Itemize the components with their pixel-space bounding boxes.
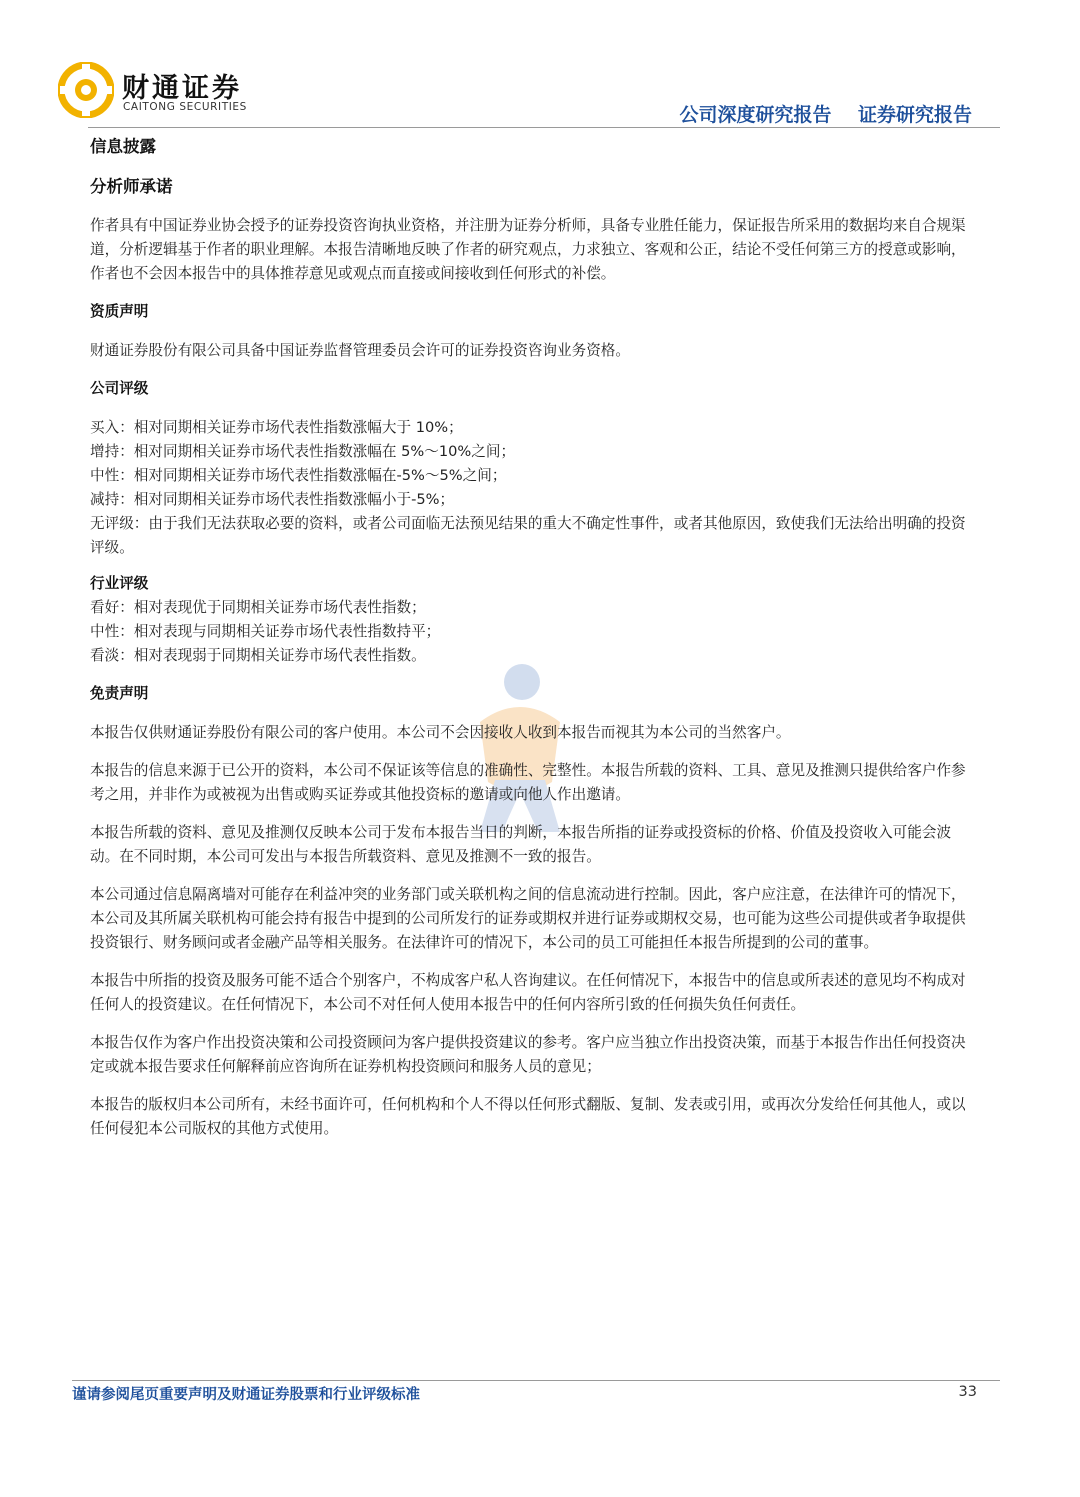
company-rating-title: 公司评级 <box>90 380 149 397</box>
page-header <box>0 0 1080 130</box>
report-type-title: 公司深度研究报告 证券研究报告 <box>679 104 972 126</box>
analyst-commitment-text: 作者具有中国证券业协会授予的证券投资咨询执业资格，并注册为证券分析师，具备专业胜任能力，保证报告所采用的数据均来自合规渠道，分析逻辑基于作者的职业理解。本报告清晰地反映了作者的研究观点，力求独立、客观和公正，结论不受任何第三方的授意或影响，作者也不会因本报告中的具体推荐意见或观点而直接或间接收到任何形式的补偿。 <box>90 217 966 282</box>
qualification-title: 资质声明 <box>90 303 149 320</box>
industry-rating-positive: 看好：相对表现优于同期相关证券市场代表性指数； <box>90 599 426 616</box>
page-number: 33 <box>958 1384 977 1400</box>
rating-item-overweight: 增持：相对同期相关证券市场代表性指数涨幅在 5%～10%之间； <box>90 443 516 460</box>
analyst-commitment-title: 分析师承诺 <box>90 177 173 196</box>
disclaimer-paragraph: 本报告的版权归本公司所有，未经书面许可，任何机构和个人不得以任何形式翻版、复制、发表或引用，或再次分发给任何其他人，或以任何侵犯本公司版权的其他方式使用。 <box>90 1096 966 1137</box>
caitong-logo-icon <box>58 62 114 118</box>
logo-english-name: CAITONG SECURITIES <box>123 101 247 113</box>
rating-item-underweight: 减持：相对同期相关证券市场代表性指数涨幅小于-5%； <box>90 491 455 508</box>
disclaimer-paragraph: 本报告的信息来源于已公开的资料，本公司不保证该等信息的准确性、完整性。本报告所载的资料、工具、意见及推测只提供给客户作参考之用，并非作为或被视为出售或购买证券或其他投资标的邀请或向他人作出邀请。 <box>90 762 966 803</box>
company-rating-list <box>90 416 974 560</box>
disclosure-content <box>90 133 974 1141</box>
disclaimer-paragraph: 本报告仅作为客户作出投资决策和公司投资顾问为客户提供投资建议的参考。客户应当独立作出投资决策，而基于本报告作出任何投资决定或就本报告要求任何解释前应咨询所在证券机构投资顾问和服务人员的意见； <box>90 1034 966 1075</box>
rating-item-unrated: 无评级：由于我们无法获取必要的资料，或者公司面临无法预见结果的重大不确定性事件，或者其他原因，致使我们无法给出明确的投资评级。 <box>90 515 966 556</box>
industry-rating-negative: 看淡：相对表现弱于同期相关证券市场代表性指数。 <box>90 647 426 664</box>
industry-rating-neutral: 中性：相对表现与同期相关证券市场代表性指数持平； <box>90 623 441 640</box>
industry-rating-title: 行业评级 <box>90 575 149 592</box>
disclaimer-paragraph: 本报告仅供财通证券股份有限公司的客户使用。本公司不会因接收人收到本报告而视其为本公司的当然客户。 <box>90 724 791 741</box>
qualification-text: 财通证券股份有限公司具备中国证券监督管理委员会许可的证券投资咨询业务资格。 <box>90 342 630 359</box>
rating-item-neutral: 中性：相对同期相关证券市场代表性指数涨幅在-5%～5%之间； <box>90 467 507 484</box>
disclaimer-paragraph: 本报告中所指的投资及服务可能不适合个别客户，不构成客户私人咨询建议。在任何情况下，本报告中的信息或所表述的意见均不构成对任何人的投资建议。在任何情况下，本公司不对任何人使用本报告中的任何内容所引致的任何损失负任何责任。 <box>90 972 966 1013</box>
disclaimer-paragraph: 本公司通过信息隔离墙对可能存在利益冲突的业务部门或关联机构之间的信息流动进行控制。因此，客户应注意，在法律许可的情况下，本公司及其所属关联机构可能会持有报告中提到的公司所发行的证券或期权并进行证券或期权交易，也可能为这些公司提供或者争取提供投资银行、财务顾问或者金融产品等相关服务。在法律许可的情况下，本公司的员工可能担任本报告所提到的公司的董事。 <box>90 886 966 951</box>
footer-divider <box>72 1380 1000 1381</box>
footer-disclaimer-note: 谨请参阅尾页重要声明及财通证券股票和行业评级标准 <box>72 1387 420 1403</box>
disclaimer-title: 免责声明 <box>90 685 149 702</box>
disclaimer-paragraph: 本报告所载的资料、意见及推测仅反映本公司于发布本报告当日的判断，本报告所指的证券或投资标的价格、价值及投资收入可能会波动。在不同时期，本公司可发出与本报告所载资料、意见及推测不一致的报告。 <box>90 824 952 865</box>
rating-item-buy: 买入：相对同期相关证券市场代表性指数涨幅大于 10%； <box>90 419 463 436</box>
header-divider <box>88 127 1000 128</box>
logo-chinese-name: 财通证券 <box>122 73 242 104</box>
disclosure-title: 信息披露 <box>90 137 156 156</box>
industry-rating-list <box>90 596 974 668</box>
